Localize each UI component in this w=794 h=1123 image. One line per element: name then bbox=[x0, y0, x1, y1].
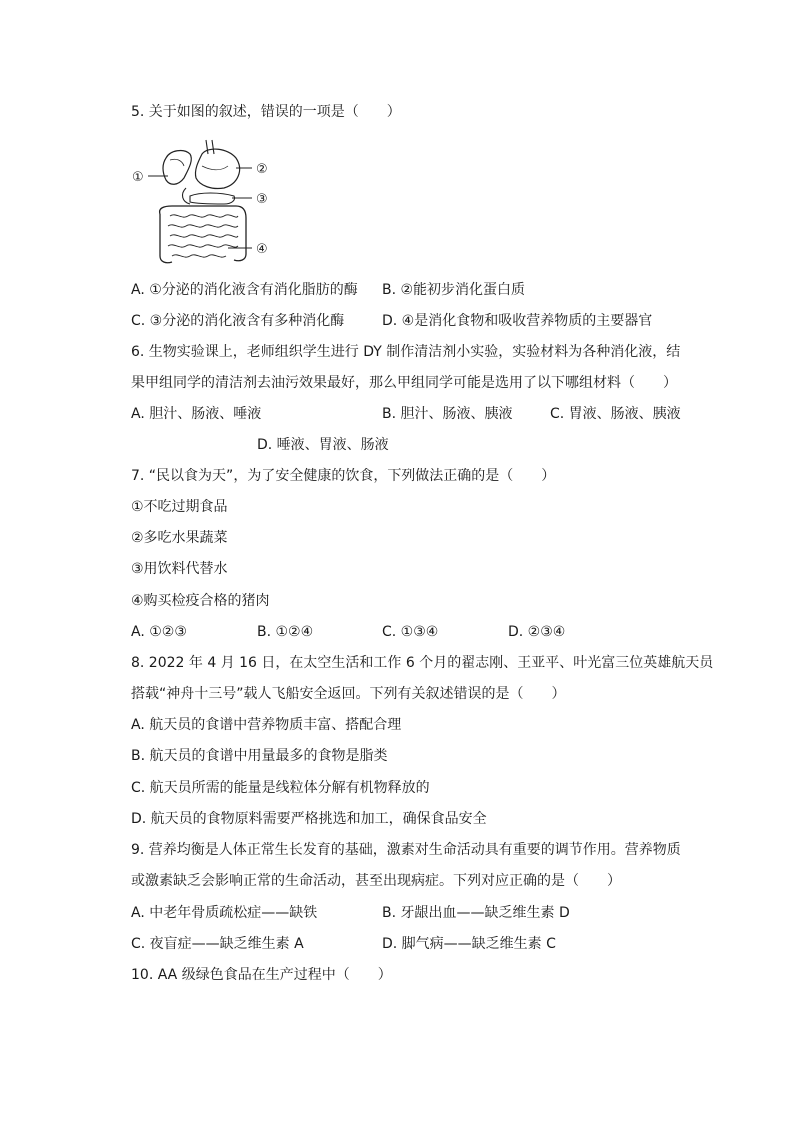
q7-option-c: C. ①③④ bbox=[382, 624, 439, 640]
q6-option-c: C. 胃液、肠液、胰液 bbox=[550, 406, 681, 422]
figure-label-2: ② bbox=[256, 162, 268, 177]
q8-option-d: D. 航天员的食物原料需要严格挑选和加工，确保食品安全 bbox=[131, 811, 487, 827]
figure-label-4: ④ bbox=[256, 242, 268, 257]
q9-option-b: B. 牙龈出血——缺乏维生素 D bbox=[382, 905, 570, 921]
q9-option-d: D. 脚气病——缺乏维生素 C bbox=[382, 936, 556, 952]
q7-option-b: B. ①②④ bbox=[257, 624, 314, 640]
q8-option-b: B. 航天员的食谱中用量最多的食物是脂类 bbox=[131, 748, 388, 764]
q5-stem: 5. 关于如图的叙述，错误的一项是（ ） bbox=[131, 104, 401, 120]
q9-stem-line2: 或激素缺乏会影响正常的生命活动，甚至出现病症。下列对应正确的是（ ） bbox=[131, 873, 621, 889]
q7-stem: 7. “民以食为天”，为了安全健康的饮食，下列做法正确的是（ ） bbox=[131, 468, 556, 484]
q8-option-a: A. 航天员的食谱中营养物质丰富、搭配合理 bbox=[131, 717, 402, 733]
figure-label-1: ① bbox=[132, 170, 144, 185]
q7-item-3: ③用饮料代替水 bbox=[131, 561, 228, 577]
q8-stem-line2: 搭载“神舟十三号”载人飞船安全返回。下列有关叙述错误的是（ ） bbox=[131, 686, 566, 702]
q10-stem: 10. AA 级绿色食品在生产过程中（ ） bbox=[131, 967, 392, 983]
q7-option-d: D. ②③④ bbox=[508, 624, 566, 640]
q7-option-a: A. ①②③ bbox=[131, 624, 187, 640]
q7-item-4: ④购买检疫合格的猪肉 bbox=[131, 593, 270, 609]
q5-option-b: B. ②能初步消化蛋白质 bbox=[382, 282, 526, 298]
q7-item-2: ②多吃水果蔬菜 bbox=[131, 530, 228, 546]
q5-option-d: D. ④是消化食物和吸收营养物质的主要器官 bbox=[382, 313, 653, 329]
q9-option-c: C. 夜盲症——缺乏维生素 A bbox=[131, 936, 304, 952]
figure-label-3: ③ bbox=[256, 192, 268, 207]
q9-option-a: A. 中老年骨质疏松症——缺铁 bbox=[131, 905, 318, 921]
q6-option-d: D. 唾液、胃液、肠液 bbox=[257, 437, 389, 453]
q6-option-a: A. 胆汁、肠液、唾液 bbox=[131, 406, 262, 422]
digestive-system-diagram bbox=[128, 136, 278, 266]
digestive-system-figure bbox=[128, 136, 278, 266]
q5-option-a: A. ①分泌的消化液含有消化脂肪的酶 bbox=[131, 282, 358, 298]
q8-option-c: C. 航天员所需的能量是线粒体分解有机物释放的 bbox=[131, 780, 430, 796]
q8-stem-line1: 8. 2022 年 4 月 16 日，在太空生活和工作 6 个月的翟志刚、王亚平、叶光富三位英雄航天员 bbox=[131, 655, 714, 671]
q6-stem-line2: 果甲组同学的清洁剂去油污效果最好，那么甲组同学可能是选用了以下哪组材料（ ） bbox=[131, 375, 677, 391]
q6-option-b: B. 胆汁、肠液、胰液 bbox=[382, 406, 513, 422]
q9-stem-line1: 9. 营养均衡是人体正常生长发育的基础，激素对生命活动具有重要的调节作用。营养物质 bbox=[131, 842, 681, 858]
q5-option-c: C. ③分泌的消化液含有多种消化酶 bbox=[131, 313, 345, 329]
q6-stem-line1: 6. 生物实验课上，老师组织学生进行 DY 制作清洁剂小实验，实验材料为各种消化液，结 bbox=[131, 344, 681, 360]
q7-item-1: ①不吃过期食品 bbox=[131, 499, 228, 515]
